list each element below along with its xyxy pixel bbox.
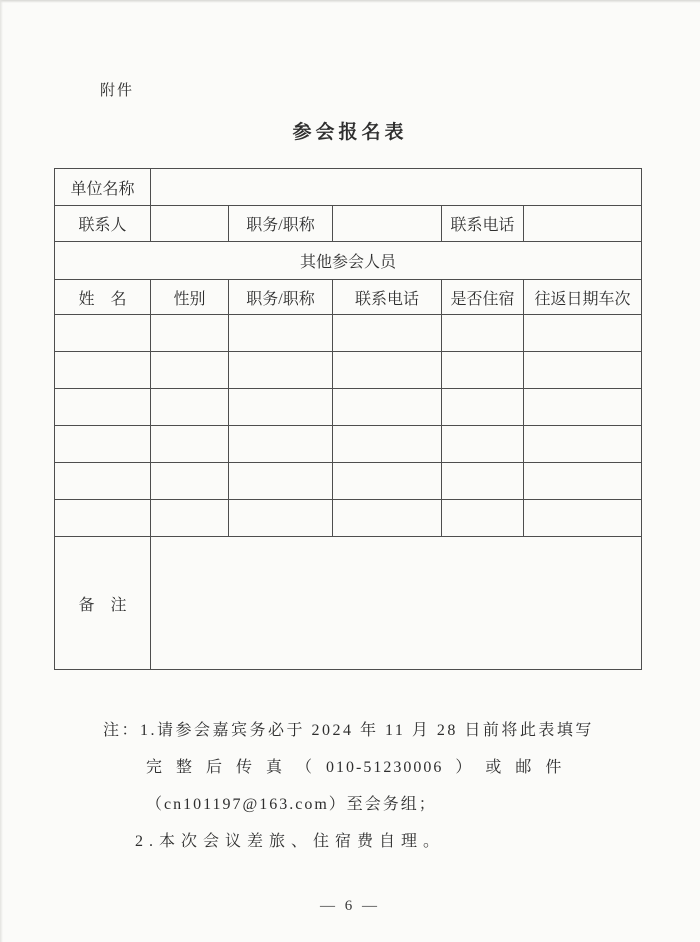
empty-cell xyxy=(55,426,151,463)
col-header-position: 职务/职称 xyxy=(229,280,333,315)
empty-cell xyxy=(151,352,229,389)
empty-cell xyxy=(524,500,642,537)
empty-cell xyxy=(151,500,229,537)
contact-phone-label-cell: 联系电话 xyxy=(442,206,524,242)
empty-cell xyxy=(442,352,524,389)
empty-cell xyxy=(442,315,524,352)
remark-value-cell xyxy=(151,537,642,670)
empty-cell xyxy=(151,463,229,500)
unit-name-row xyxy=(55,169,642,206)
empty-cell xyxy=(442,500,524,537)
empty-cell xyxy=(55,315,151,352)
contact-phone-value-cell xyxy=(524,206,642,242)
empty-cell xyxy=(442,426,524,463)
note-line: 注：1.请参会嘉宾务必于 2024 年 11 月 28 日前将此表填写 xyxy=(103,722,594,739)
note-line: 2.本次会议差旅、住宿费自理。 xyxy=(135,833,446,850)
empty-cell xyxy=(55,352,151,389)
contact-label-cell: 联系人 xyxy=(55,206,151,242)
column-header-row xyxy=(55,280,642,315)
section-header-cell: 其他参会人员 xyxy=(55,242,642,280)
empty-cell xyxy=(333,426,442,463)
col-header-gender: 性别 xyxy=(151,280,229,315)
empty-cell xyxy=(333,352,442,389)
remark-label-cell: 备 注 xyxy=(55,537,151,670)
empty-cell xyxy=(229,426,333,463)
contact-value-cell xyxy=(151,206,229,242)
empty-cell xyxy=(151,315,229,352)
attachment-label: 附件 xyxy=(100,83,135,99)
empty-cell xyxy=(524,389,642,426)
col-header-name: 姓 名 xyxy=(55,280,151,315)
empty-cell xyxy=(333,463,442,500)
empty-cell xyxy=(229,389,333,426)
empty-cell xyxy=(55,389,151,426)
empty-cell xyxy=(229,352,333,389)
contact-position-label-cell: 职务/职称 xyxy=(229,206,333,242)
empty-cell xyxy=(333,389,442,426)
page-title: 参会报名表 xyxy=(292,122,408,143)
empty-cell xyxy=(55,500,151,537)
col-header-trip: 往返日期车次 xyxy=(524,280,642,315)
empty-cell xyxy=(151,426,229,463)
empty-cell xyxy=(151,389,229,426)
empty-cell xyxy=(55,463,151,500)
table-row xyxy=(55,500,642,537)
table-row xyxy=(55,389,642,426)
empty-cell xyxy=(442,389,524,426)
registration-form-table xyxy=(54,168,642,670)
table-row xyxy=(55,426,642,463)
empty-cell xyxy=(524,463,642,500)
col-header-phone: 联系电话 xyxy=(333,280,442,315)
contact-row xyxy=(55,206,642,242)
unit-name-value-cell xyxy=(151,169,642,206)
notes xyxy=(103,712,603,860)
note-line: 完 整 后 传 真 （ 010-51230006 ） 或 邮 件 xyxy=(146,759,564,776)
empty-cell xyxy=(333,500,442,537)
note-line: （cn101197@163.com）至会务组； xyxy=(146,796,437,813)
table-row xyxy=(55,315,642,352)
unit-name-label-cell: 单位名称 xyxy=(55,169,151,206)
empty-cell xyxy=(524,352,642,389)
empty-cell xyxy=(229,315,333,352)
empty-cell xyxy=(229,463,333,500)
empty-cell xyxy=(333,315,442,352)
page-number: — 6 — xyxy=(320,898,380,914)
contact-position-value-cell xyxy=(333,206,442,242)
empty-cell xyxy=(524,315,642,352)
col-header-accommodation: 是否住宿 xyxy=(442,280,524,315)
empty-cell xyxy=(442,463,524,500)
section-header-row xyxy=(55,242,642,280)
empty-cell xyxy=(524,426,642,463)
remark-row xyxy=(55,537,642,670)
table-row xyxy=(55,463,642,500)
table-row xyxy=(55,352,642,389)
scan-top-edge xyxy=(0,0,700,3)
empty-cell xyxy=(229,500,333,537)
